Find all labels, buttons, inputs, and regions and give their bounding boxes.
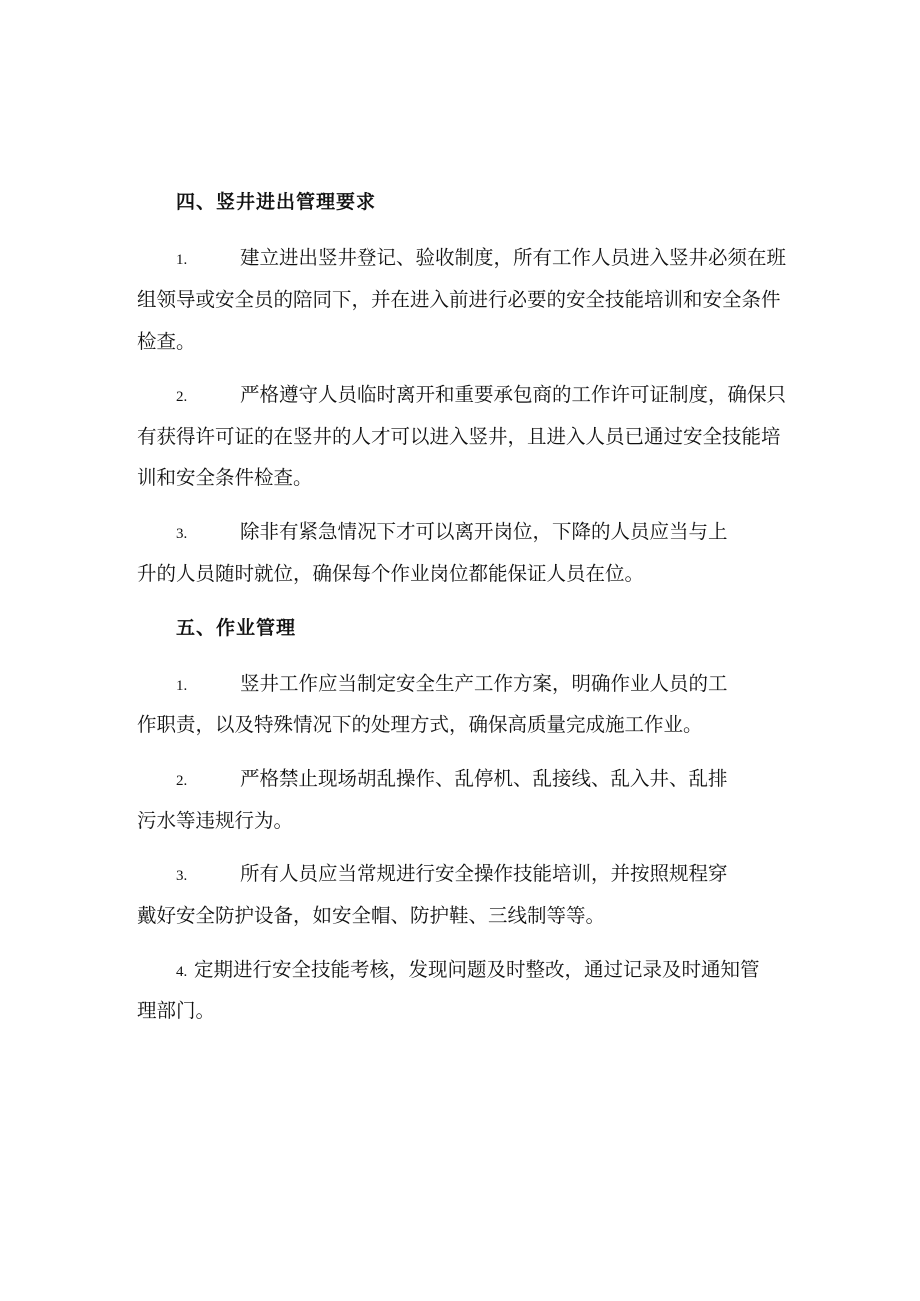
section-5-item-4-line-1: 4. 定期进行安全技能考核，发现问题及时整改，通过记录及时通知管 <box>137 958 760 984</box>
item-number: 3. <box>176 868 188 884</box>
section-5-item-3-line-1: 3. 所有人员应当常规进行安全操作技能培训，并按照规程穿 <box>137 862 728 888</box>
section-4-item-3-line-2: 升的人员随时就位，确保每个作业岗位都能保证人员在位。 <box>137 562 645 585</box>
item-number: 1. <box>176 252 188 268</box>
section-4-item-1-line-3: 检查。 <box>137 330 196 353</box>
section-heading-5: 五、作业管理 <box>176 617 297 639</box>
section-5-item-2-line-1: 2. 严格禁止现场胡乱操作、乱停机、乱接线、乱入井、乱排 <box>137 767 728 793</box>
section-5-item-2-line-2: 污水等违规行为。 <box>137 809 294 832</box>
item-number: 2. <box>176 389 188 405</box>
section-4-item-2-line-1: 2. 严格遵守人员临时离开和重要承包商的工作许可证制度，确保只 <box>137 383 786 409</box>
item-number: 3. <box>176 526 188 542</box>
section-heading-4: 四、竖井进出管理要求 <box>176 191 377 213</box>
section-5-item-4-line-2: 理部门。 <box>137 999 216 1022</box>
section-5-item-3-line-2: 戴好安全防护设备，如安全帽、防护鞋、三线制等等。 <box>137 904 606 927</box>
item-number: 4. <box>176 964 188 980</box>
section-4-item-1-line-2: 组领导或安全员的陪同下，并在进入前进行必要的安全技能培训和安全条件 <box>137 288 781 311</box>
item-number: 1. <box>176 678 188 694</box>
section-5-item-1-line-2: 作职责，以及特殊情况下的处理方式，确保高质量完成施工作业。 <box>137 713 703 736</box>
section-4-item-1-line-1: 1. 建立进出竖井登记、验收制度，所有工作人员进入竖井必须在班 <box>137 246 786 272</box>
section-5-item-1-line-1: 1. 竖井工作应当制定安全生产工作方案，明确作业人员的工 <box>137 672 728 698</box>
item-number: 2. <box>176 773 188 789</box>
section-4-item-3-line-1: 3. 除非有紧急情况下才可以离开岗位，下降的人员应当与上 <box>137 520 728 546</box>
section-4-item-2-line-2: 有获得许可证的在竖井的人才可以进入竖井，且进入人员已通过安全技能培 <box>137 425 781 448</box>
section-4-item-2-line-3: 训和安全条件检查。 <box>137 466 313 489</box>
